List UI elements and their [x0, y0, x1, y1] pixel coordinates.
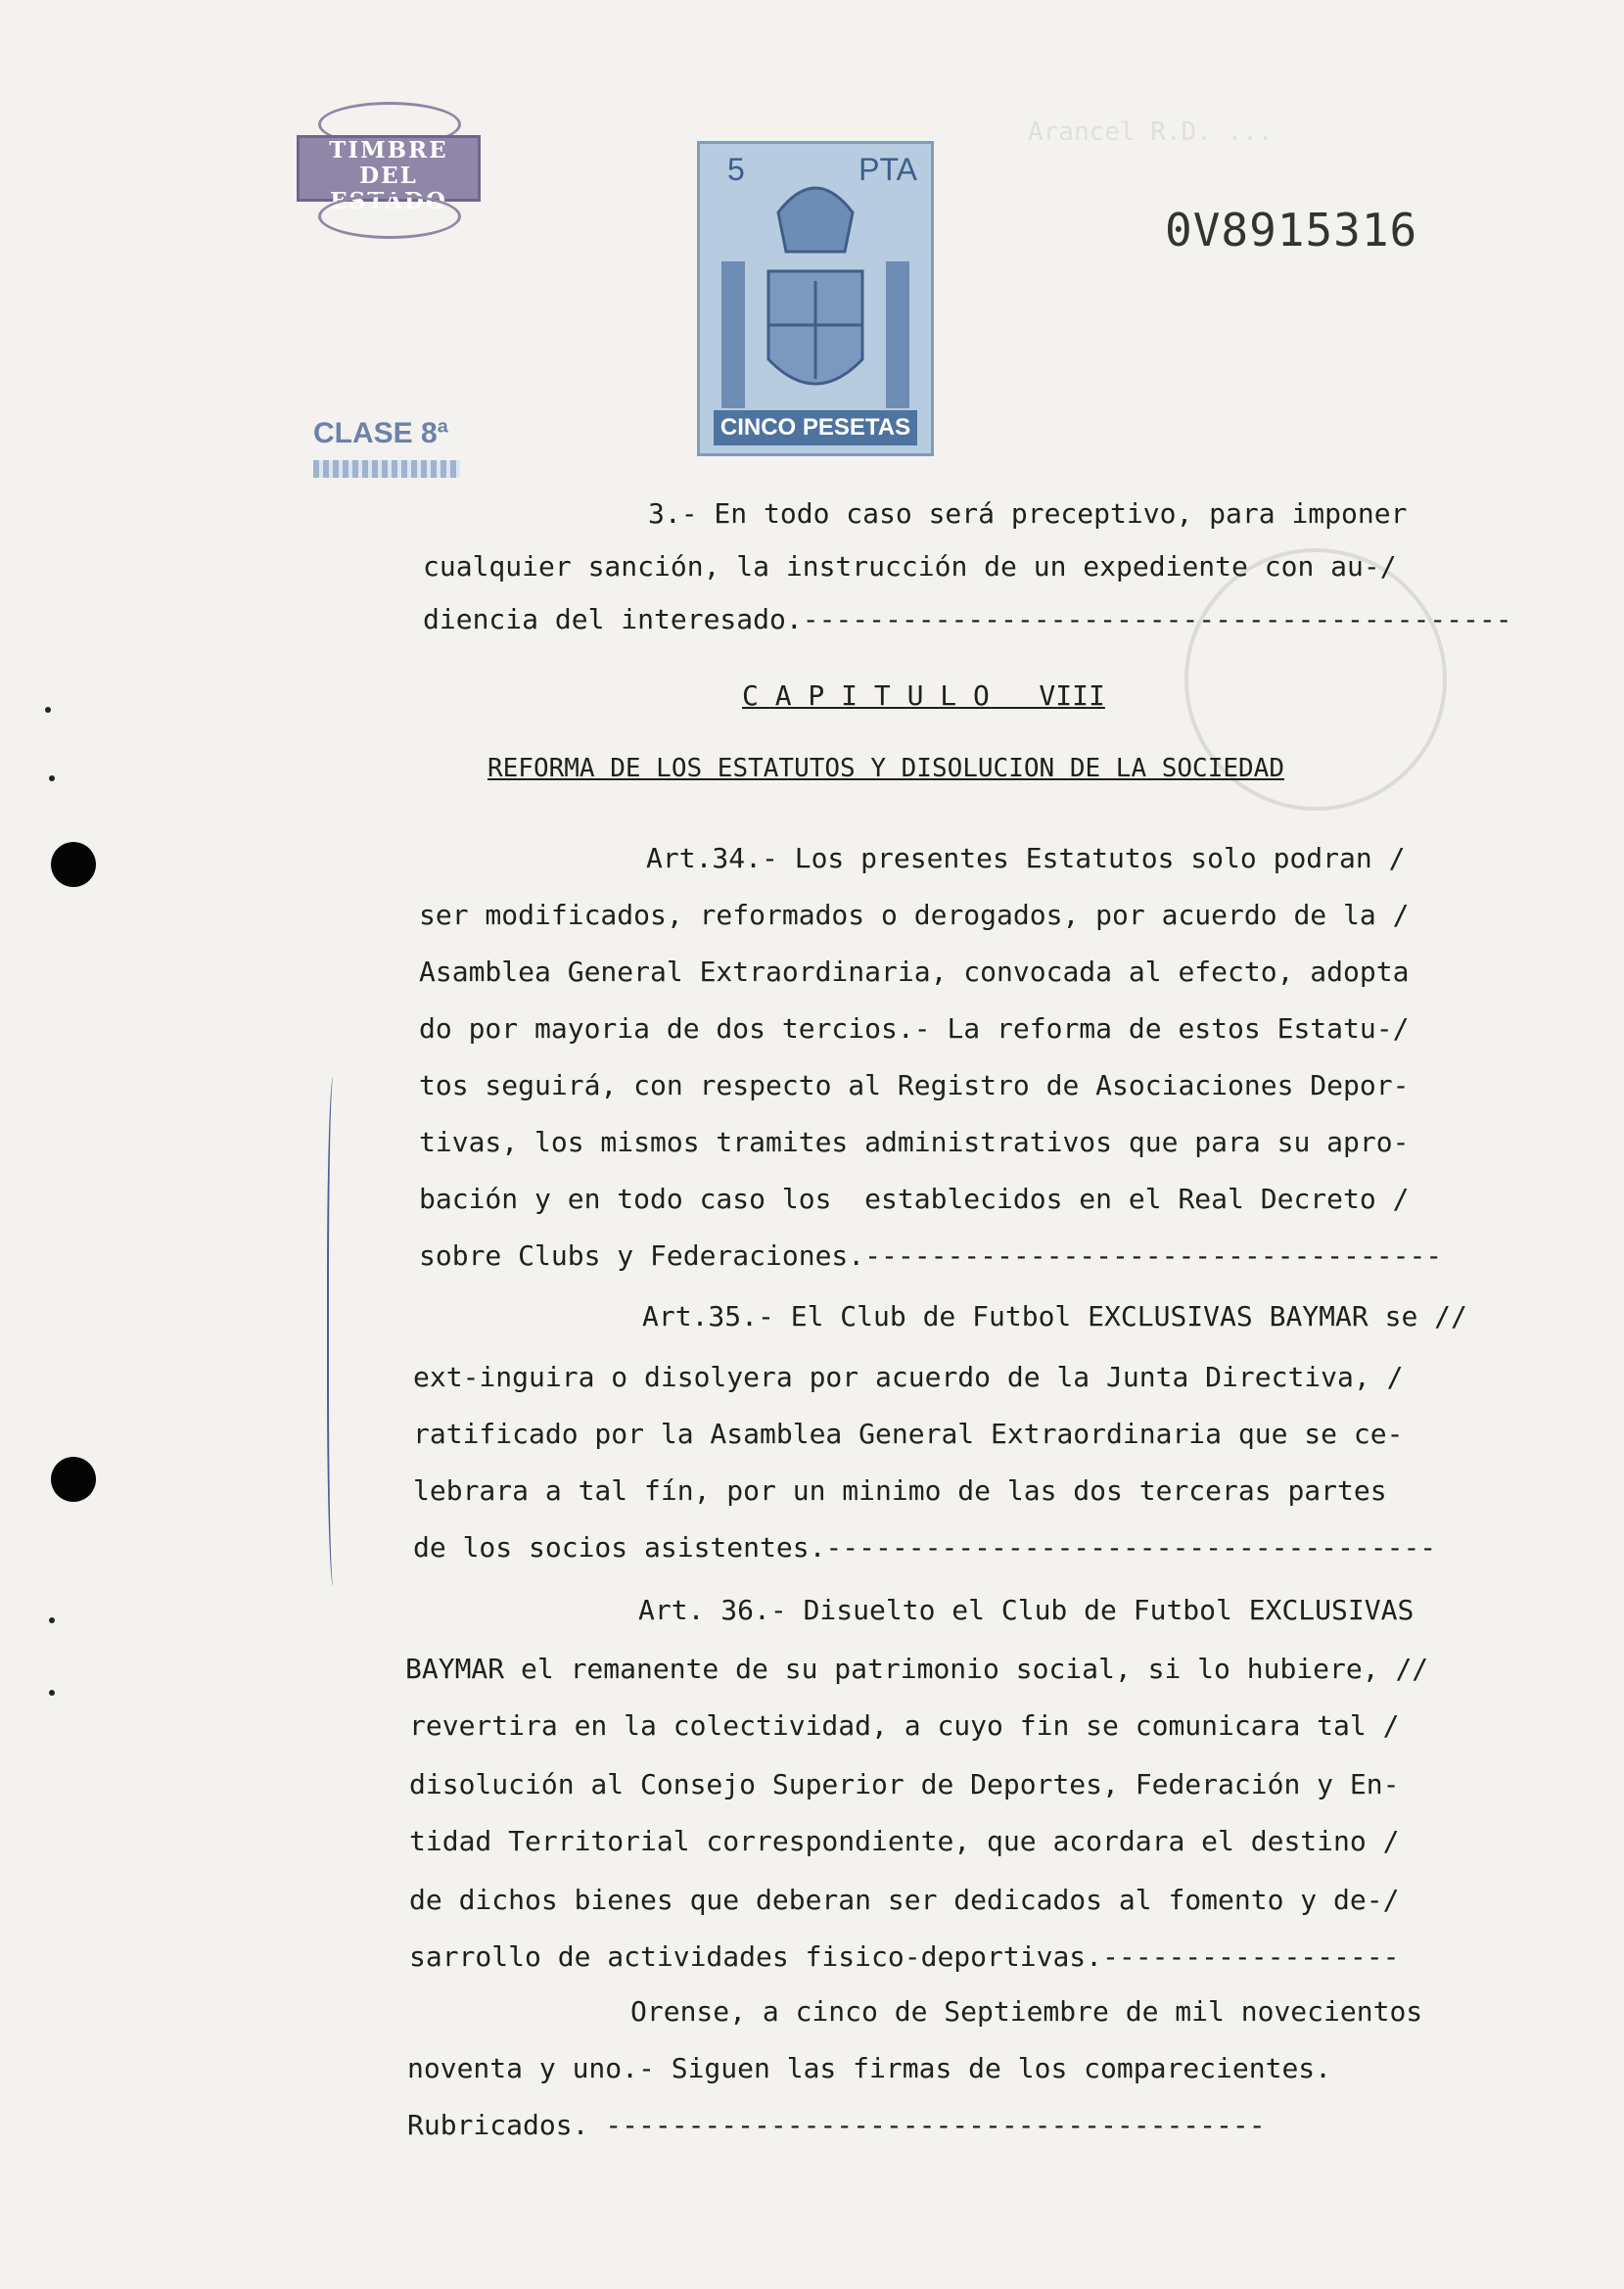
seal-ornament-bottom [318, 194, 461, 239]
art35-line: Art.35.- El Club de Futbol EXCLUSIVAS BAYMAR se // [642, 1300, 1467, 1332]
chapter-title: C A P I T U L O VIII [742, 679, 1105, 712]
art36-line: Art. 36.- Disuelto el Club de Futbol EXCLUSIVAS [638, 1594, 1415, 1626]
stamp-currency: PTA [858, 152, 917, 187]
art34-line: do por mayoria de dos tercios.- La reforma de estos Estatu-/ [419, 1012, 1410, 1045]
bleed-through-text: Arancel R.D. ... [1028, 117, 1274, 147]
para3-line: cualquier sanción, la instrucción de un expediente con au-/ [423, 550, 1397, 583]
timbre-line1: TIMBRE [329, 137, 448, 164]
timbre-label [297, 135, 481, 214]
clase-label: CLASE 8ª [313, 417, 448, 449]
stamp-footer: CINCO PESETAS [714, 410, 917, 445]
art36-line: revertira en la colectividad, a cuyo fin se comunicara tal / [409, 1709, 1400, 1742]
binder-hole-top [51, 842, 96, 887]
art34-line: Art.34.- Los presentes Estatutos solo podran / [646, 842, 1406, 874]
art34-line: Asamblea General Extraordinaria, convocada al efecto, adopta [419, 956, 1410, 988]
art34-line: tivas, los mismos tramites administrativos que para su apro- [419, 1126, 1410, 1158]
art35-line: ratificado por la Asamblea General Extraordinaria que se ce- [413, 1418, 1404, 1450]
stamp-value: 5 [727, 152, 745, 187]
art36-line: disolución al Consejo Superior de Deportes, Federación y En- [409, 1768, 1400, 1800]
art36-line: BAYMAR el remanente de su patrimonio social, si lo hubiere, // [405, 1653, 1429, 1685]
clase-strip [313, 460, 460, 478]
para3-line: diencia del interesado.------------------------------------------- [423, 603, 1512, 635]
handwritten-margin-mark [327, 1077, 343, 1586]
art34-line: tos seguirá, con respecto al Registro de Asociaciones Depor- [419, 1069, 1410, 1101]
art35-line: de los socios asistentes.------------------------------------- [413, 1531, 1437, 1564]
closing-line: noventa y uno.- Siguen las firmas de los comparecientes. [407, 2052, 1332, 2084]
margin-dot [49, 775, 55, 781]
chapter-subtitle: REFORMA DE LOS ESTATUTOS Y DISOLUCION DE LA SOCIEDAD [487, 754, 1284, 783]
margin-dot [49, 1617, 55, 1623]
art36-line: sarrollo de actividades fisico-deportivas.------------------ [409, 1940, 1400, 1973]
revenue-stamp [697, 141, 934, 456]
margin-dot [49, 1690, 55, 1696]
serial-number: 0V8915316 [1165, 204, 1418, 257]
closing-line: Orense, a cinco de Septiembre de mil novecientos [630, 1995, 1423, 2028]
art34-line: sobre Clubs y Federaciones.----------------------------------- [419, 1239, 1443, 1272]
art35-line: ext-inguira o disolyera por acuerdo de la Junta Directiva, / [413, 1361, 1404, 1393]
timbre-line2: DEL ESTADO [330, 163, 447, 214]
art34-line: ser modificados, reformados o derogados, por acuerdo de la / [419, 899, 1410, 931]
margin-dot [45, 707, 51, 713]
coat-of-arms-icon [700, 144, 931, 453]
art35-line: lebrara a tal fín, por un minimo de las dos terceras partes [413, 1474, 1387, 1507]
art34-line: bación y en todo caso los establecidos en el Real Decreto / [419, 1183, 1410, 1215]
closing-line: Rubricados. ---------------------------------------- [407, 2109, 1266, 2141]
art36-line: tidad Territorial correspondiente, que acordara el destino / [409, 1825, 1400, 1857]
art36-line: de dichos bienes que deberan ser dedicados al fomento y de-/ [409, 1884, 1400, 1916]
binder-hole-bottom [51, 1457, 96, 1502]
para3-line: 3.- En todo caso será preceptivo, para imponer [648, 497, 1408, 530]
timbre-del-estado-seal [289, 98, 485, 235]
